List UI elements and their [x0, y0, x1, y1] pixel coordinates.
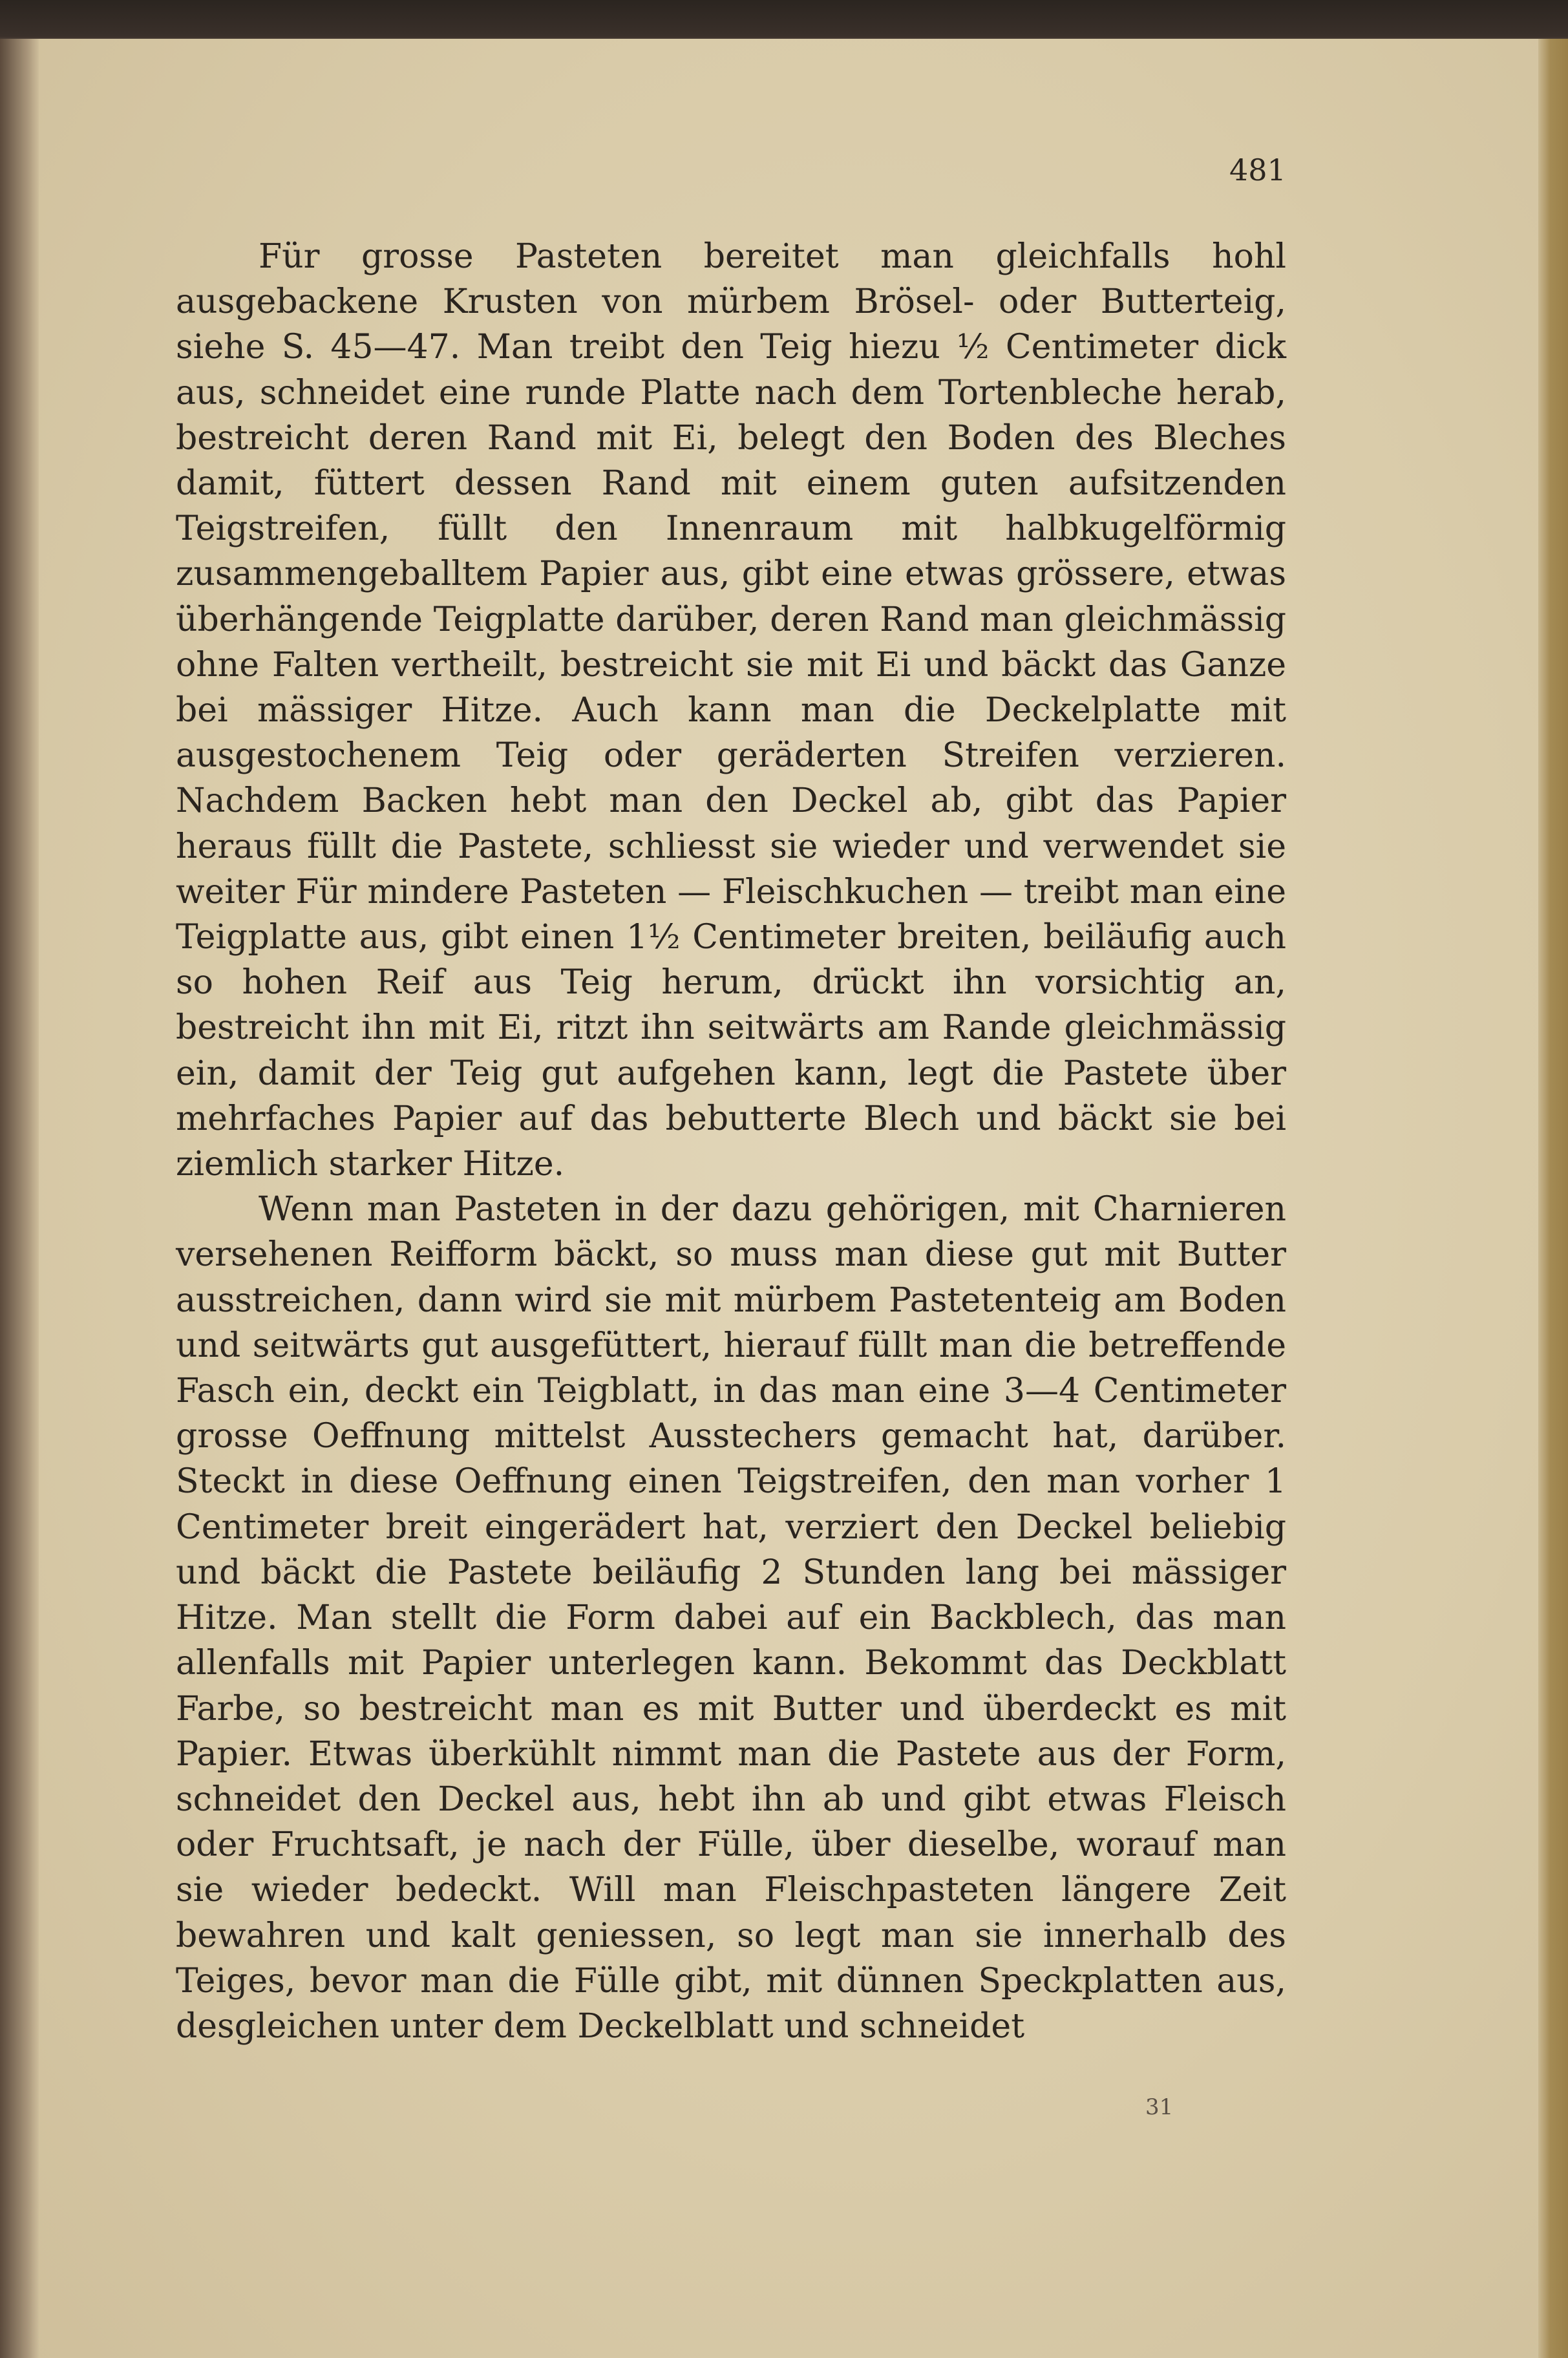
paragraph-1: Für grosse Pasteten bereitet man gleichfalls hohl ausgebackene Krusten von mürbem Brösel- oder Butterteig, siehe S. 45—47. Man treibt den Teig hiezu ½ Centimeter dick aus, schneidet eine runde Platte nach dem Tortenbleche herab, bestreicht deren Rand mit Ei, belegt den Boden des Bleches damit, füttert dessen Rand mit einem guten aufsitzenden Teigstreifen, füllt den Innenraum mit halbkugelförmig zusammengeballtem Papier aus, gibt eine etwas grössere, etwas überhängende Teigplatte darüber, deren Rand man gleichmässig ohne Falten vertheilt, bestreicht sie mit Ei und bäckt das Ganze bei mässiger Hitze. Auch kann man die Deckelplatte mit ausgestochenem Teig oder geräderten Streifen verzieren. Nachdem Backen hebt man den Deckel ab, gibt das Papier heraus füllt die Pastete, schliesst sie wieder und verwendet sie weiter Für mindere Pasteten — Fleischkuchen — treibt man eine Teigplatte aus, gibt einen 1½ Centimeter breiten, beiläufig auch so hohen Reif aus Teig herum, drückt ihn vorsichtig an, bestreicht ihn mit Ei, ritzt ihn seitwärts am Rande gleichmässig ein, damit der Teig gut aufgehen kann, legt die Pastete über mehrfaches Papier auf das bebutterte Blech und bäckt sie bei ziemlich starker Hitze. [176, 237, 1286, 1184]
page-gutter [0, 39, 39, 2358]
page-number: 481 [1229, 153, 1286, 187]
page-edge-stack [1538, 39, 1568, 2358]
paragraph-2: Wenn man Pasteten in der dazu gehörigen, mit Charnieren versehenen Reifform bäckt, so muss man diese gut mit Butter ausstreichen, dann wird sie mit mürbem Pastetenteig am Boden und seitwärts gut ausgefüttert, hierauf füllt man die betreffende Fasch ein, deckt ein Teigblatt, in das man eine 3—4 Centimeter grosse Oeffnung mittelst Ausstechers gemacht hat, darüber. Steckt in diese Oeffnung einen Teigstreifen, den man vorher 1 Centimeter breit eingerädert hat, verziert den Deckel beliebig und bäckt die Pastete beiläufig 2 Stunden lang bei mässiger Hitze. Man stellt die Form dabei auf ein Backblech, das man allenfalls mit Papier unterlegen kann. Bekommt das Deckblatt Farbe, so bestreicht man es mit Butter und überdeckt es mit Papier. Etwas überkühlt nimmt man die Pastete aus der Form, schneidet den Deckel aus, hebt ihn ab und gibt etwas Fleisch oder Fruchtsaft, je nach der Fülle, über dieselbe, worauf man sie wieder bedeckt. Will man Fleischpasteten längere Zeit bewahren und kalt geniessen, so legt man sie innerhalb des Teiges, bevor man die Fülle gibt, mit dünnen Speckplatten aus, desgleichen unter dem Deckelblatt und schneidet [176, 1190, 1286, 2046]
signature-mark: 31 [1145, 2094, 1174, 2120]
body-text [176, 234, 1286, 2049]
